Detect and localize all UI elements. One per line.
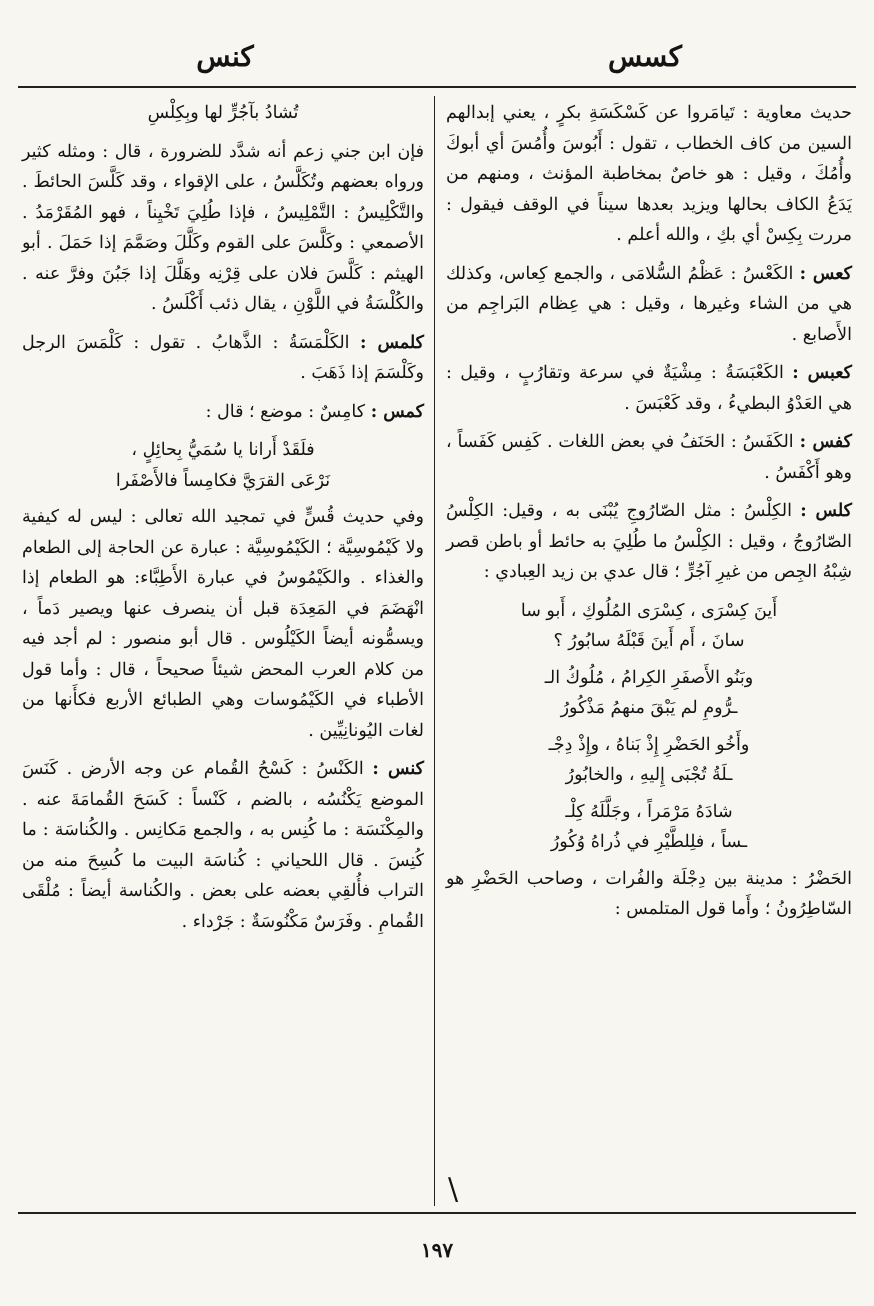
entry-text: الكَنْسُ : كَسْحُ القُمام عن وجه الأرض . كَنَسَ الموضع يَكْنُسُه ، بالضم ، كَنْساً : كَسَحَ القُمامَةَ عنه . والمِكْنَسَة : ما كُنِس به ، والجمع مَكانِس . والكُناسَة : ما كُنِسَ . قال اللحياني : كُناسَة البيت ما كُسِحَ منه من التراب فأُلقِي بعضه على بعض . والكُناسة أيضاً : مُلْقَى القُمامِ . وفَرَسٌ مَكْنُوسَةٌ : جَرْداء . bbox=[22, 759, 424, 932]
verse-continuation-mark: \ bbox=[448, 1172, 459, 1207]
verse-line: نَرْعَى القرَيَّ فكامِساً فالأَصْفَرا bbox=[115, 470, 331, 491]
entry-headword: كعبس : bbox=[792, 363, 852, 383]
entry bbox=[446, 496, 852, 588]
verse-line: تُشادُ بآجُرٍّ لها وبِكِلْسِ bbox=[147, 103, 299, 123]
verse-line: فلَقَدْ أَرانا يا سُمَيُّ بِحائِلٍ ، bbox=[131, 440, 315, 460]
page-number: ١٩٧ bbox=[420, 1238, 454, 1262]
entry bbox=[22, 397, 424, 428]
right-column bbox=[446, 98, 852, 933]
verse-line: وبَنُو الأَصفَرِ الكِرامُ ، مُلُوكُ الـ bbox=[544, 667, 754, 688]
entry-text: حديث معاوية : تَيامَروا عن كَسْكَسَةِ بكرٍ ، يعني إبدالهم السين من كاف الخطاب ، تقول : أَبُوسَ وأُمُسَ أي أبوكَ وأُمُكَ ، وقيل : هو خاصٌ بمخاطبة المؤنث ، ومنهم من يَدَعُ الكاف بحالها ويزيد بعدها سيناً في الوقف فيقول : مررت بِكِسْ أي بكِ ، والله أعلم . bbox=[446, 103, 852, 245]
verse-line: ـلَةُ تُجْبَى إِليهِ ، والخابُورُ bbox=[565, 765, 733, 785]
poem-verse bbox=[446, 663, 852, 724]
verse-line: وأَخُو الحَضْرِ إِذْ بَناهُ ، وإِذْ دِجْـ bbox=[548, 734, 750, 755]
entry-headword: كلس : bbox=[800, 501, 852, 521]
entry bbox=[22, 754, 424, 937]
poem-verse bbox=[446, 797, 852, 858]
entry-text: وفي حديث قُسٍّ في تمجيد الله تعالى : ليس له كيفية ولا كَيْمُوسِيَّة ؛ الكَيْمُوسِيَّة : عبارة عن الحاجة إلى الطعام والغذاء . والكَيْمُوسُ في عبارة الأَطِبَّاء: هو الطعام إذا انْهَضَمَ في المَعِدَة قبل أن ينصرف عنها ويصير دَماً ، ويسمُّونه أيضاً الكَيْلُوس . قال أبو منصور : لم أجد فيه من كلام العرب المحض شيئاً صحيحاً ، قال : وأما قول الأطباء في الكَيْمُوسات وهي الطبائع الأربع فكأَنها من لغات اليُونانِيِّين . bbox=[22, 507, 424, 741]
left-column bbox=[22, 98, 424, 945]
verse-line: شادَهُ مَرْمَراً ، وجَلَّلَهُ كِلْـ bbox=[565, 801, 733, 822]
entry-text: الكَلْمَسَةُ : الذَّهابُ . تقول : كَلْمَسَ الرجل وكَلْسَمَ إذا ذَهَبَ . bbox=[22, 332, 424, 383]
verse-line: ـساً ، فلِلطَّيْرِ في ذُراهُ وُكُورُ bbox=[550, 832, 748, 852]
header-right-word: كسس bbox=[607, 40, 682, 73]
entry-text: الكَعْبَسَةُ : مِشْيَةٌ في سرعة وتقارُبٍ ، وقيل : هي العَدْوُ البطيءُ ، وقد كَعْبَسَ . bbox=[446, 363, 852, 414]
entry-headword: كعس : bbox=[799, 263, 852, 284]
verse-line: ـرُّومِ لم يَبْقَ منهمُ مَذْكُورُ bbox=[560, 698, 738, 718]
poem-verse bbox=[446, 730, 852, 791]
entry bbox=[446, 358, 852, 419]
poem-verse bbox=[22, 435, 424, 496]
header-left-word: كنس bbox=[196, 40, 254, 73]
top-rule bbox=[18, 86, 856, 88]
entry-text: الحَضْرُ : مدينة بين دِجْلَة والفُرات ، وصاحب الحَضْرِ هو السّاطِرُونُ ؛ وأَما قول المتلمس : bbox=[446, 868, 852, 919]
column-divider bbox=[434, 96, 435, 1206]
entry bbox=[446, 259, 852, 351]
entry-text: الكَعْسُ : عَظْمُ السُّلامَى ، والجمع كِعاس، وكذلك هي من الشاء وغيرها ، وقيل : هي عِظام البَراجِم من الأَصابع . bbox=[446, 263, 852, 345]
entry-text: الكِلْسُ : مثل الصّارُوجِ يُبْنَى به ، وقيل: الكِلْسُ الصّارُوجُ ، وقيل : الكِلْسُ ما طُلِيَ به حائط أو باطن قصر شِبْهُ الجِص من غيرِ آجُرٍّ ؛ قال عدي بن زيد العِبادي : bbox=[446, 501, 852, 582]
entry-text: فإن ابن جني زعم أنه شدَّد للضرورة ، قال : ومثله كثير ورواه بعضهم وتُكَلَّسُ ، على الإقواء ، وقد كَلَّسَ الحائطَ . والتَّكْلِيسُ : التَّمْلِيسُ ، فإذا طُلِيَ تَخْيِناً ، فهو المُقَرْمَدُ . الأصمعي : وكَلَّسَ على القوم وكَلَّلَ وصَمَّمَ إذا حَمَلَ . أبو الهيثم : كَلَّسَ فلان على قِرْنِه وهَلَّلَ إذا جَبُنَ وفرَّ عنه . والكُلْسَةُ في اللَّوْنِ ، يقال ذئب أَكْلَسُ . bbox=[22, 141, 424, 314]
entry-headword: كنس : bbox=[372, 759, 424, 779]
poem-verse bbox=[446, 596, 852, 657]
verse-line: أَينَ كِسْرَى ، كِسْرَى المُلُوكِ ، أَبو سا bbox=[520, 600, 778, 621]
entry-headword: كلمس : bbox=[360, 332, 424, 353]
entry-headword: كفس : bbox=[799, 432, 852, 452]
entry bbox=[22, 328, 424, 389]
entry-headword: كمس : bbox=[370, 401, 424, 422]
verse-line: سانَ ، أَم أَينَ قَبْلَهُ سابُورُ ؟ bbox=[553, 631, 745, 651]
bottom-rule bbox=[18, 1212, 856, 1214]
entry bbox=[446, 427, 852, 488]
entry-text: الكَفَسُ : الحَنَفُ في بعض اللغات . كَفِس كَفَساً ، وهو أَكْفَسُ . bbox=[446, 432, 852, 483]
entry-text: كامِسٌ : موضع ؛ قال : bbox=[205, 401, 366, 422]
